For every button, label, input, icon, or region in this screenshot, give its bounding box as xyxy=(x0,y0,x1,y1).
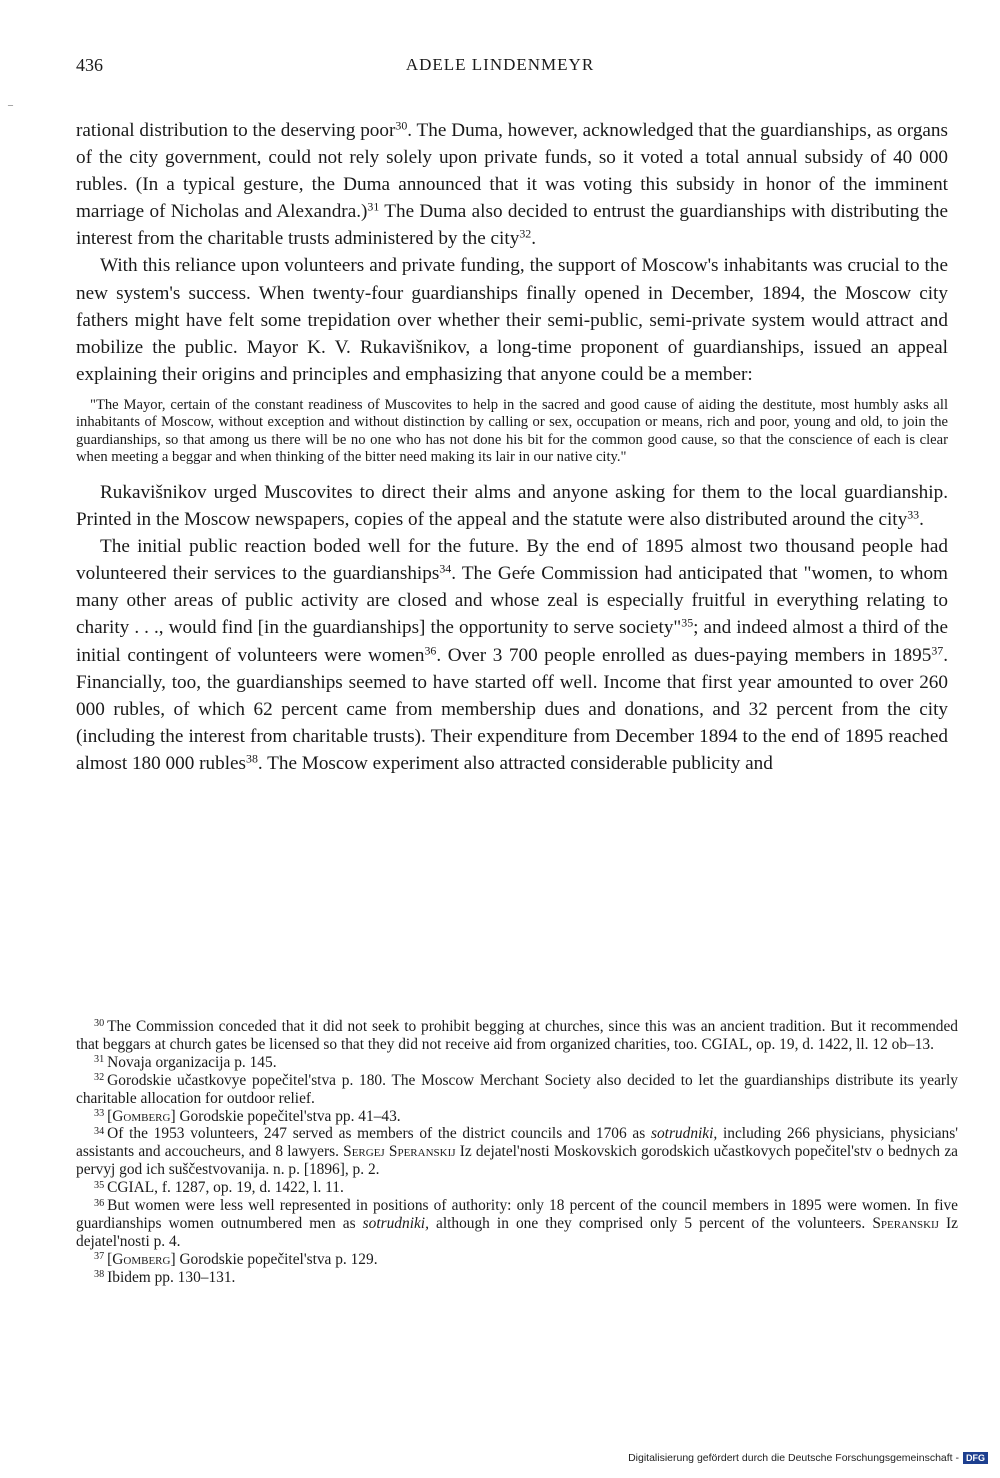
body-text xyxy=(76,117,948,777)
paragraph-3: Rukavišnikov urged Muscovites to direct their alms and anyone asking for them to the local guardianship. Printed in the Moscow newspapers, copies of the appeal and the statute were also distributed around the city$^{33}$. xyxy=(76,481,948,531)
paragraph-2: With this reliance upon volunteers and private funding, the support of Moscow's inhabitants was crucial to the new system's success. When twenty-four guardianships finally opened in December, 1894, the Moscow city fathers might have felt some trepidation over whether their semi-public, semi-private system would attract and mobilize the public. Mayor K. V. Rukavišnikov, a long-time proponent of guardianships, issued an appeal explaining their origins and principles and emphasizing that anyone could be a member: xyxy=(76,255,948,385)
footnote-ref[interactable]: 36 xyxy=(424,642,437,657)
footnote-38: $^{38}$ Ibidem pp. 130–131. xyxy=(94,1268,236,1286)
footnote-ref[interactable]: 38 xyxy=(246,751,258,766)
footnotes xyxy=(76,1018,958,1287)
footnote-32: $^{32}$ Gorodskie učastkovye popečitel'stva p. 180. The Moscow Merchant Society also decided to let the guardianships distribute its yearly charitable allocation for outdoor relief. xyxy=(76,1071,958,1107)
footnote-36: $^{36}$ But women were less well represented in positions of authority: only 18 percent of the council members in 1895 were women. In five guardianships women outnumbered men as sotrudniki, although in one they comprised only 5 percent of the volunteers. Speranskij Iz dejatel'nosti p. 4. xyxy=(76,1197,958,1250)
footnote-ref[interactable]: 31 xyxy=(367,199,380,214)
footnote-ref[interactable]: 34 xyxy=(439,561,452,576)
running-head: ADELE LINDENMEYR xyxy=(405,55,595,74)
footnote-31: $^{31}$ Novaja organizacija p. 145. xyxy=(94,1053,277,1071)
footnote-30: $^{30}$ The Commission conceded that it did not seek to prohibit begging at churches, since this was an ancient tradition. But it recommended that beggars at church gates be licensed so that they did not receive aid from organized charities, too. CGIAL, op. 19, d. 1422, ll. 12 ob–13. xyxy=(76,1018,958,1053)
footnote-ref[interactable]: 37 xyxy=(931,642,944,657)
footnote-33: $^{33}$ [Gomberg] Gorodskie popečitel'stva pp. 41–43. xyxy=(94,1107,401,1125)
margin-mark: – xyxy=(8,100,13,111)
page-number: 436 xyxy=(76,55,103,75)
credit-text: Digitalisierung gefördert durch die Deutsche Forschungsgemeinschaft - xyxy=(628,1452,959,1464)
footnote-ref[interactable]: 33 xyxy=(907,507,920,522)
paragraph-4: The initial public reaction boded well for the future. By the end of 1895 almost two thousand people had volunteered their services to the guardianships$^{34}$. The Geŕe Commission had anticipated that "women, to whom many other areas of public activity are closed and whose zeal is especially fruitful in everything relating to charity . . ., would find [in the guardianships] the opportunity to serve society"$^{35}$; and indeed almost a third of the initial contingent of volunteers were women$^{36}$. Over 3 700 people enrolled as dues-paying members in 1895$^{37}$. Financially, too, the guardianships seemed to have started off well. Income that first year amounted to over 260 000 rubles, of which 62 percent came from membership dues and donations, and 32 percent from the city (including the interest from charitable trusts). Their expenditure from December 1894 to the end of 1895 reached almost 180 000 rubles$^{38}$. The Moscow experiment also attracted considerable publicity and xyxy=(76,536,948,774)
dfg-logo: DFG xyxy=(963,1452,988,1464)
footnote-ref[interactable]: 35 xyxy=(681,615,694,630)
digitization-credit xyxy=(628,1452,988,1464)
footnote-ref[interactable]: 30 xyxy=(395,118,408,133)
footnote-ref[interactable]: 32 xyxy=(519,226,532,241)
footnote-35: $^{35}$ CGIAL, f. 1287, op. 19, d. 1422, l. 11. xyxy=(94,1179,344,1197)
footnote-34: $^{34}$ Of the 1953 volunteers, 247 served as members of the district councils and 1706 as sotrudniki, including 266 physicians, physicians' assistants and accoucheurs, and 8 lawyers. Sergej Speranskij Iz dejatel'nosti Moskovskich gorodskich učastkovych popečitel'stv o bednych za pervyj god ich suščestvovanija. n. p. [1896], p. 2. xyxy=(76,1125,959,1179)
quote-text: "The Mayor, certain of the constant readiness of Muscovites to help in the sacred and good cause of aiding the destitute, most humbly asks all inhabitants of Moscow, without exception and without distinction by calling or sex, occupation or means, rich and poor, young and old, to join the guardianships, so that among us there will be no one who has not done his bit for the common good cause, so that the conscience of each is clear when meeting a beggar and when thinking of the bitter need making its lair in our native city." xyxy=(76,396,948,466)
footnote-37: $^{37}$ [Gomberg] Gorodskie popečitel'stva p. 129. xyxy=(94,1250,378,1268)
paragraph-1: rational distribution to the deserving poor$^{30}$. The Duma, however, acknowledged that the guardianships, as organs of the city government, could not rely solely upon private funds, so it voted a total annual subsidy of 40 000 rubles. (In a typical gesture, the Duma announced that it was voting this subsidy in honor of the imminent marriage of Nicholas and Alexandra.)$^{31}$ The Duma also decided to entrust the guardianships with distributing the interest from the charitable trusts administered by the city$^{32}$. xyxy=(76,118,948,250)
block-quote xyxy=(76,397,948,467)
